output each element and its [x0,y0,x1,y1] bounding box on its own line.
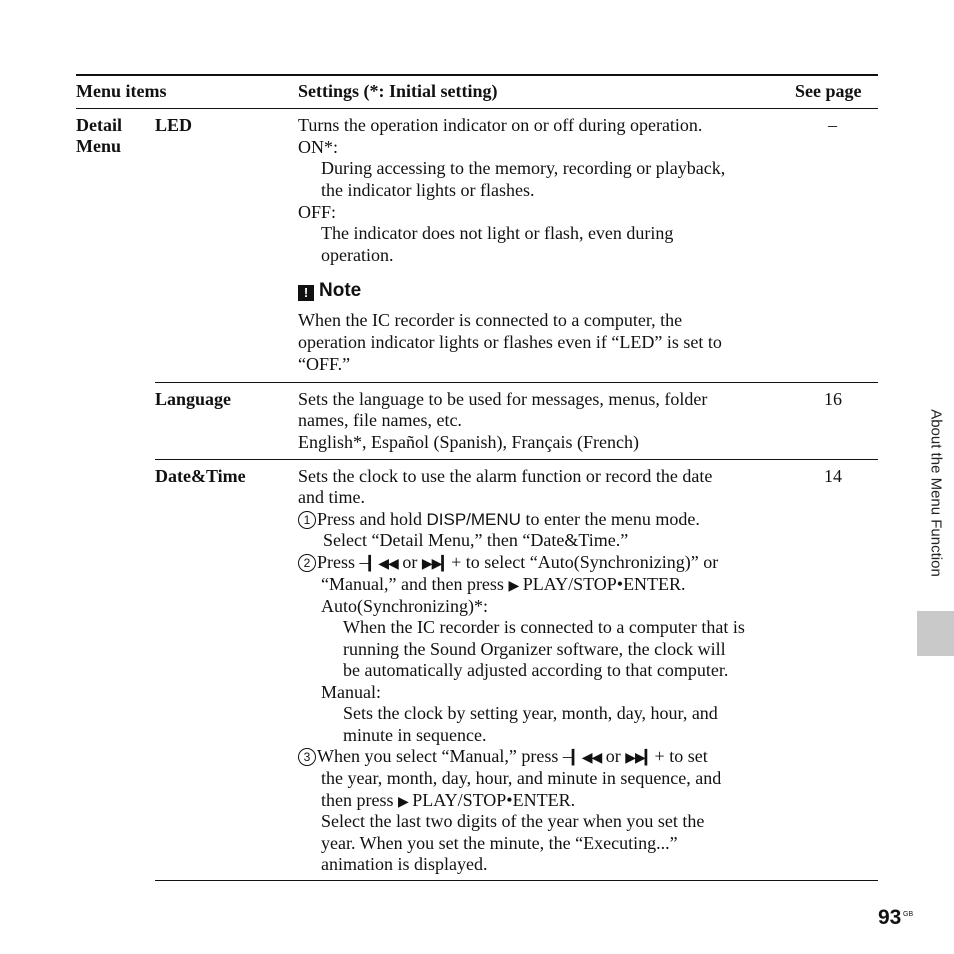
header-settings: Settings (*: Initial setting) [298,81,498,101]
step-1: 1 Press and hold DISP/MENU to enter the menu mode. [298,509,700,531]
datetime-line: Sets the clock to use the alarm function or record the date [298,466,713,486]
row-see-page-led: – [828,115,837,135]
table-bottom-rule [155,880,878,881]
step-3-line3: then press ▶ PLAY/STOP•ENTER. [321,790,576,810]
datetime-line: and time. [298,487,365,507]
page-number: 93 [878,906,902,929]
step-2: 2 Press –▎◀◀ or ▶▶▎+ to select “Auto(Synchronizing)” or [298,552,718,576]
play-icon: ▶ [397,794,408,810]
row-item-language: Language [155,389,232,409]
note-icon: ! [298,285,314,301]
final-line: Select the last two digits of the year when you set the [321,811,705,831]
skip-forward-icon: ▶▶▎ [625,750,655,766]
group-label-menu: Menu [76,136,121,156]
language-line: English*, Español (Spanish), Français (French) [298,432,639,452]
step-1-line2: Select “Detail Menu,” then “Date&Time.” [323,530,629,550]
step-3-line2: the year, month, day, hour, and minute in sequence, and [321,768,722,788]
step-2-line2: “Manual,” and then press ▶ PLAY/STOP•ENTER. [321,574,686,594]
step-3: 3 When you select “Manual,” press –▎◀◀ or ▶▶▎+ to set [298,746,708,770]
skip-forward-icon: ▶▶▎ [421,556,452,572]
disp-menu-key: DISP/MENU [426,510,521,529]
auto-line: When the IC recorder is connected to a computer that is [343,617,745,637]
auto-line: running the Sound Organizer software, the clock will [343,639,726,659]
auto-line: be automatically adjusted according to that computer. [343,660,729,680]
step-number: 2 [298,554,316,572]
final-line: year. When you set the minute, the “Executing...” [321,833,678,853]
section-side-label: About the Menu Function [927,409,945,577]
language-row-rule [155,459,878,460]
row-item-led: LED [155,115,193,135]
row-item-datetime: Date&Time [155,466,246,486]
note-line: “OFF.” [298,354,351,374]
led-line: The indicator does not light or flash, even during [321,223,674,243]
row-see-page-datetime: 14 [824,466,842,486]
language-line: Sets the language to be used for messages, menus, folder [298,389,708,409]
play-icon: ▶ [508,578,519,594]
page-suffix: GB [903,911,914,918]
led-line: ON*: [298,137,338,157]
header-bottom-rule [76,108,878,109]
header-menu-items: Menu items [76,81,167,101]
final-line: animation is displayed. [321,854,488,874]
section-side-tab [917,611,954,656]
language-line: names, file names, etc. [298,410,462,430]
group-label-detail: Detail [76,115,122,135]
note-line: operation indicator lights or flashes even if “LED” is set to [298,332,722,352]
skip-back-icon: ▎◀◀ [368,556,398,572]
table-top-rule [76,74,878,76]
manual-label: Manual: [321,682,381,702]
header-see-page: See page [795,81,862,101]
led-line: operation. [321,245,394,265]
note-heading [298,280,361,302]
skip-back-icon: ▎◀◀ [571,750,602,766]
note-title: Note [319,280,362,301]
led-row-rule [155,382,878,383]
manual-line: minute in sequence. [343,725,487,745]
note-line: When the IC recorder is connected to a computer, the [298,310,683,330]
led-line: OFF: [298,202,337,222]
manual-line: Sets the clock by setting year, month, day, hour, and [343,703,718,723]
step-number: 1 [298,511,316,529]
led-line: During accessing to the memory, recording or playback, [321,158,726,178]
row-see-page-language: 16 [824,389,842,409]
auto-label: Auto(Synchronizing)*: [321,596,488,616]
step-number: 3 [298,748,316,766]
led-line: Turns the operation indicator on or off during operation. [298,115,703,135]
led-line: the indicator lights or flashes. [321,180,535,200]
